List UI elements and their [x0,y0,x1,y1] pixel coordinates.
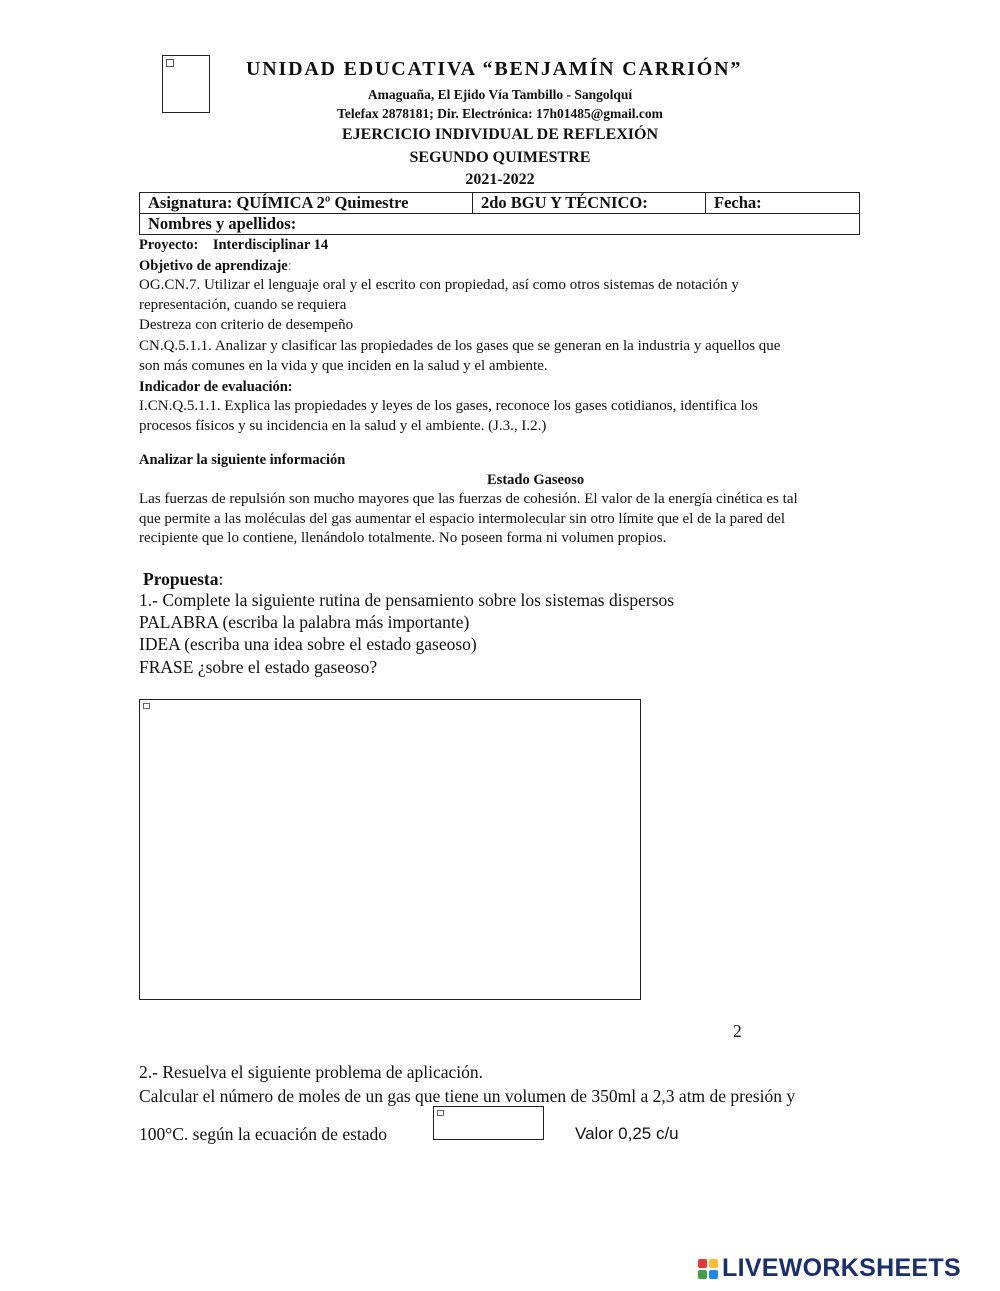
logo-square [698,1259,707,1268]
term-title: SEGUNDO QUIMESTRE [409,149,591,166]
problem-text-1: Calcular el número de moles de un gas que tiene un volumen de 350ml a 2,3 atm de presión y [139,1086,796,1106]
school-address: Amaguaña, El Ejido Vía Tambillo - Sangolquí [367,87,633,102]
liveworksheets-mark-icon [698,1259,718,1279]
table-row [140,193,860,214]
page-number: 2 [733,1021,742,1041]
objective-colon: : [287,258,292,274]
value-note: Valor 0,25 c/u [575,1124,679,1143]
logo-square [709,1270,718,1279]
logo-square [709,1259,718,1268]
school-year: 2021-2022 [465,171,535,188]
analysis-text-2: que permite a las moléculas del gas aumentar el espacio intermolecular sin otro límite que el de la pared del [139,511,786,527]
course-cell: 2do BGU Y TÉCNICO: [473,193,706,214]
indicator-label: Indicador de evaluación: [139,379,293,395]
answer-box-1[interactable] [139,699,641,1000]
names-cell: Nombres y apellidos: [140,214,860,235]
school-contact: Telefax 2878181; Dir. Electrónica: 17h01485@gmail.com [337,106,663,121]
logo-square [698,1270,707,1279]
indicator-text-2: procesos físicos y su incidencia en la salud y el ambiente. (J.3., I.2.) [139,418,547,434]
proposal-colon: : [218,569,224,589]
analysis-label: Analizar la siguiente información [139,452,346,468]
skill-text-2: son más comunes en la vida y que inciden en la salud y el ambiente. [139,358,548,374]
analysis-text-1: Las fuerzas de repulsión son mucho mayores que las fuerzas de cohesión. El valor de la energía cinética es tal [139,491,798,507]
project-value: Interdisciplinar 14 [212,237,329,253]
question-1: 1.- Complete la siguiente rutina de pensamiento sobre los sistemas dispersos [139,590,675,610]
objective-heading [139,258,292,275]
school-logo [162,55,210,113]
analysis-text-3: recipiente que lo contiene, llenándolo totalmente. No poseen forma ni volumen propios. [139,530,667,546]
skill-label: Destreza con criterio de desempeño [139,317,354,333]
palabra-prompt: PALABRA (escriba la palabra más importante) [139,612,470,632]
objective-text-1: OG.CN.7. Utilizar el lenguaje oral y el escrito con propiedad, así como otros sistemas de notación y [139,277,739,293]
student-info-table [139,192,860,235]
exercise-title: EJERCICIO INDIVIDUAL DE REFLEXIÓN [341,126,659,143]
image-placeholder-icon [166,59,174,67]
school-name: UNIDAD EDUCATIVA “BENJAMÍN CARRIÓN” [246,58,743,80]
problem-text-2: 100°C. según la ecuación de estado [139,1124,388,1144]
liveworksheets-logo [698,1254,961,1283]
answer-box-2[interactable] [433,1106,544,1140]
question-2: 2.- Resuelva el siguiente problema de aplicación. [139,1062,484,1082]
indicator-text-1: I.CN.Q.5.1.1. Explica las propiedades y leyes de los gases, reconoce los gases cotidianos, identifica los [139,398,759,414]
skill-text-1: CN.Q.5.1.1. Analizar y clasificar las propiedades de los gases que se generan en la industria y aquellos que [139,338,781,354]
objective-label: Objetivo de aprendizaje [139,258,288,274]
date-cell: Fecha: [706,193,860,214]
project-line [139,237,328,254]
objective-text-2: representación, cuando se requiera [139,297,347,313]
frase-prompt: FRASE ¿sobre el estado gaseoso? [139,657,378,677]
answer-field-icon [437,1110,444,1116]
proposal-label: Propuesta [143,569,219,589]
proposal-heading [143,569,223,590]
table-row [140,214,860,235]
answer-field-icon [143,703,150,709]
subject-cell: Asignatura: QUÍMICA 2º Quimestre [140,193,473,214]
liveworksheets-wordmark: LIVEWORKSHEETS [722,1254,961,1282]
idea-prompt: IDEA (escriba una idea sobre el estado gaseoso) [139,634,477,654]
project-label: Proyecto: [139,237,199,253]
analysis-title: Estado Gaseoso [487,472,585,488]
